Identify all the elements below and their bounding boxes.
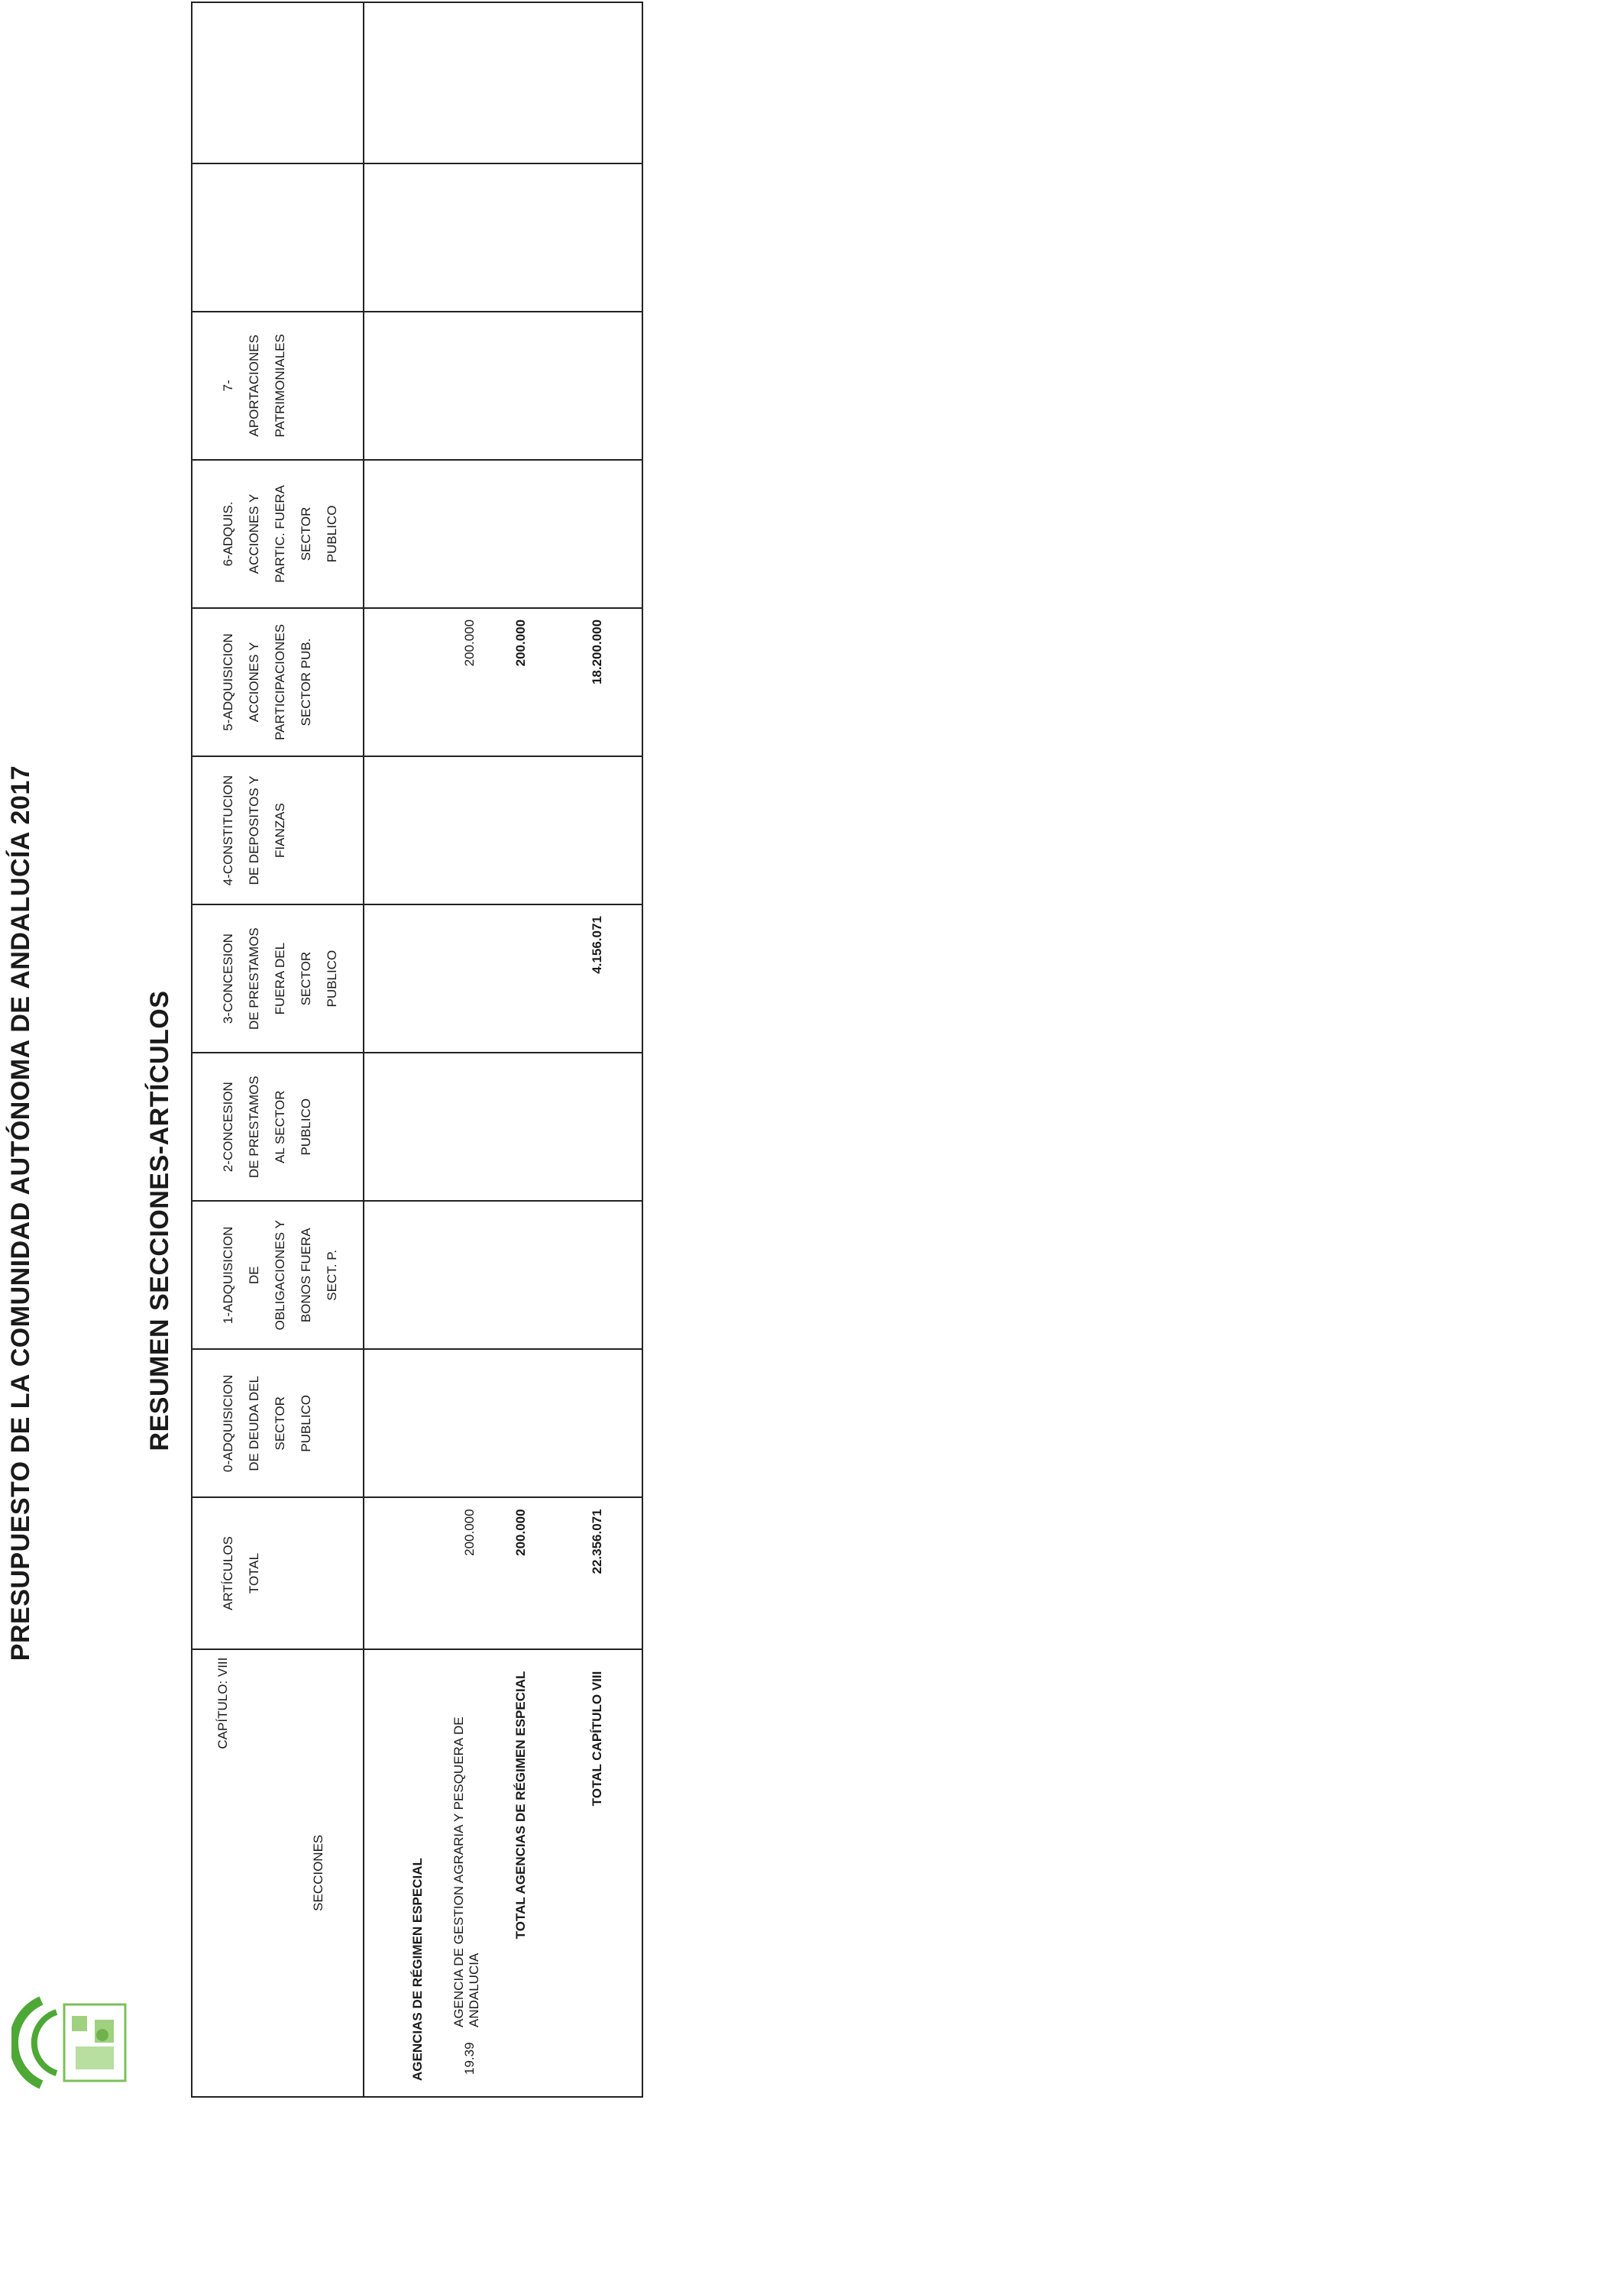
row-col5-value: 200.000: [462, 619, 477, 667]
col0-body-cell: [364, 1349, 642, 1497]
document-subtitle: RESUMEN SECCIONES-ARTÍCULOS: [145, 990, 174, 1451]
secciones-body-cell: [364, 1649, 642, 2097]
col-header-9: [192, 2, 364, 163]
total-total-value: 22.356.071: [590, 1509, 604, 1574]
col-header-7: 7- APORTACIONES PATRIMONIALES: [192, 312, 364, 460]
col-header-8: [192, 163, 364, 312]
row-code: 19.39: [462, 2042, 477, 2075]
row-name: [451, 1716, 482, 2027]
col-header-articulos-total: ARTÍCULOS TOTAL: [192, 1497, 364, 1648]
col-header-2: 2-CONCESION DE PRESTAMOS AL SECTOR PUBLICO: [192, 1053, 364, 1201]
col-header-5: 5-ADQUISICION ACCIONES Y PARTICIPACIONES SECTOR PUB.: [192, 608, 364, 756]
document-title: PRESUPUESTO DE LA COMUNIDAD AUTÓNOMA DE ANDALUCÍA 2017: [6, 765, 35, 1661]
secciones-label: SECCIONES: [311, 1834, 325, 1911]
col4-body-cell: [364, 756, 642, 904]
budget-table: [191, 2, 643, 2098]
col-header-0: 0-ADQUISICION DE DEUDA DEL SECTOR PUBLICO: [192, 1349, 364, 1497]
col3-body-cell: [364, 904, 642, 1053]
col-header-3: 3-CONCESION DE PRESTAMOS FUERA DEL SECTOR PUBLICO: [192, 904, 364, 1053]
subtotal-total-value: 200.000: [513, 1509, 528, 1556]
secciones-header-cell: [192, 1649, 364, 2097]
col8-body-cell: [364, 163, 642, 312]
row-name-line1: AGENCIA DE GESTION AGRARIA Y PESQUERA DE: [451, 1716, 466, 2027]
row-name-line2: ANDALUCIA: [467, 1953, 481, 2027]
total-label: TOTAL CAPÍTULO VIII: [590, 1671, 604, 1807]
articulos-total-body-cell: [364, 1497, 642, 1648]
subtotal-col5-value: 200.000: [513, 619, 528, 667]
subtotal-label: TOTAL AGENCIAS DE RÉGIMEN ESPECIAL: [513, 1671, 528, 1940]
col-header-1: 1-ADQUISICION DE OBLIGACIONES Y BONOS FUERA SECT. P.: [192, 1201, 364, 1349]
total-col3-value: 4.156.071: [590, 916, 604, 974]
col-header-6: 6-ADQUIS. ACCIONES Y PARTIC. FUERA SECTOR PUBLICO: [192, 460, 364, 608]
header-row: [192, 2, 364, 2097]
col9-body-cell: [364, 2, 642, 163]
col-header-4: 4-CONSTITUCION DE DEPOSITOS Y FIANZAS: [192, 756, 364, 904]
col2-body-cell: [364, 1053, 642, 1201]
group-heading: AGENCIAS DE RÉGIMEN ESPECIAL: [410, 1858, 425, 2081]
body-row: [364, 2, 642, 2097]
col6-body-cell: [364, 460, 642, 608]
row-total-value: 200.000: [462, 1509, 477, 1556]
col1-body-cell: [364, 1201, 642, 1349]
total-col5-value: 18.200.000: [590, 619, 604, 685]
col5-body-cell: [364, 608, 642, 756]
capitulo-label: CAPÍTULO: VIII: [215, 1657, 230, 1749]
col7-body-cell: [364, 312, 642, 460]
